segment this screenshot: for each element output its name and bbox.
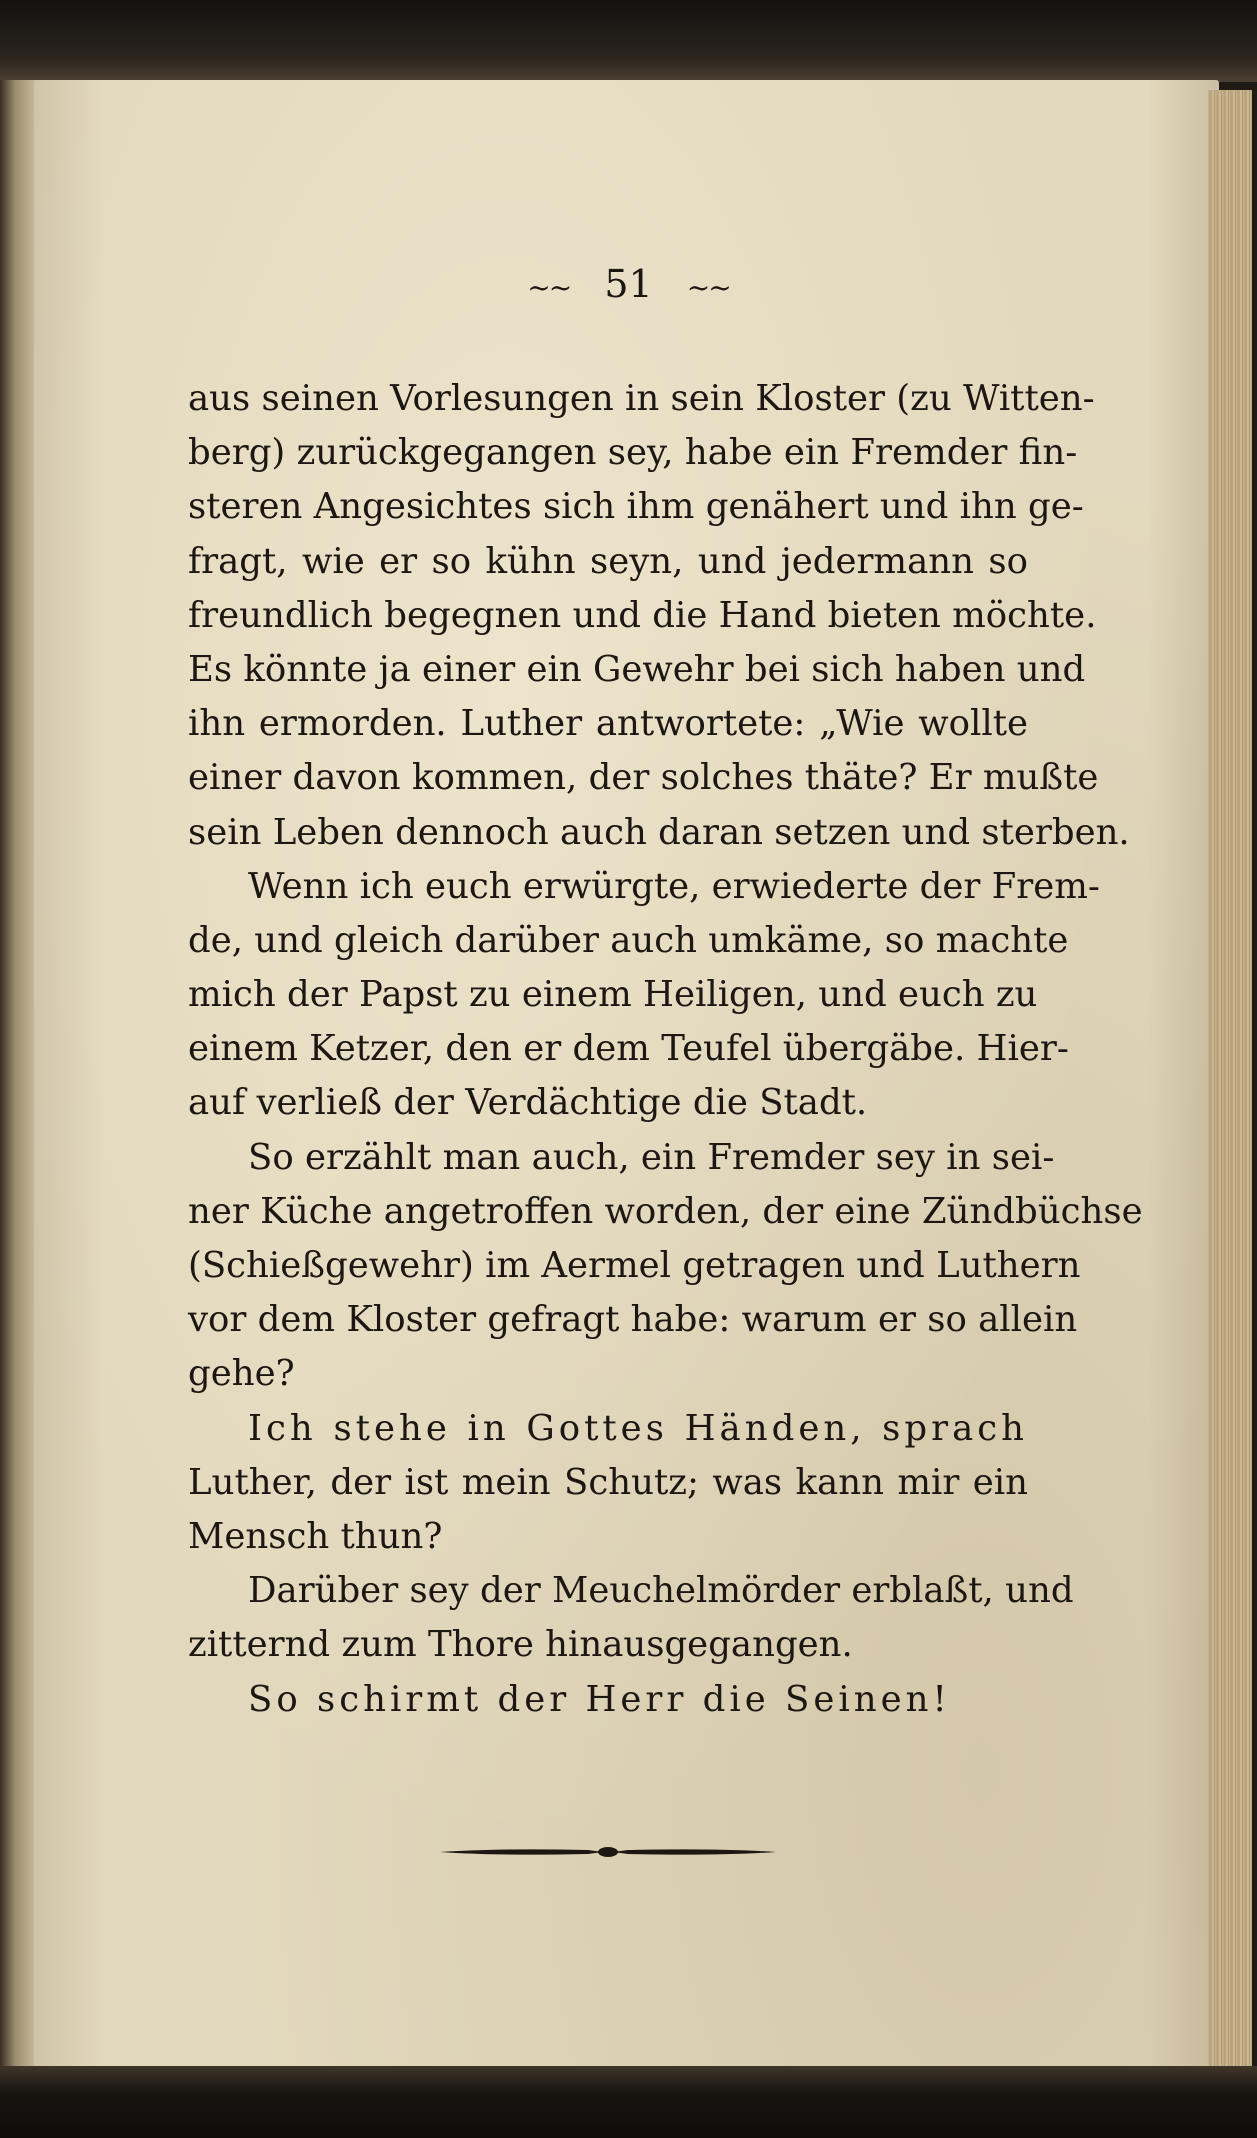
text-line: ner Küche angetroffen worden, der eine Zündbüchse: [188, 1190, 1143, 1232]
text-line: Mensch thun?: [188, 1515, 443, 1557]
end-ornament-rule: [438, 1845, 778, 1859]
right-page-stack: [1208, 90, 1252, 2070]
body-text: [188, 270, 1143, 1727]
text-line: vor dem Kloster gefragt habe: warum er so allein: [188, 1299, 1078, 1341]
text-line: Ich stehe in Gottes Händen, sprach: [248, 1407, 1028, 1449]
text-line: (Schießgewehr) im Aermel getragen und Luthern: [188, 1245, 1081, 1286]
text-line: Darüber sey der Meuchelmörder erblaßt, und: [248, 1570, 1074, 1612]
text-line: Luther, der ist mein Schutz; was kann mir ein: [188, 1461, 1028, 1503]
text-line: berg) zurückgegangen sey, habe ein Fremder fin-: [188, 432, 1078, 474]
text-line: einem Ketzer, den er dem Teufel übergäbe. Hier-: [188, 1028, 1069, 1070]
text-line: einer davon kommen, der solches thäte? Er mußte: [188, 757, 1099, 799]
text-line: Es könnte ja einer ein Gewehr bei sich haben und: [188, 648, 1086, 690]
scan-bottom-border: [0, 2066, 1257, 2138]
scan-top-border: [0, 0, 1257, 82]
text-line: freundlich begegnen und die Hand bieten möchte.: [188, 594, 1097, 636]
text-line: gehe?: [188, 1353, 295, 1395]
text-line: mich der Papst zu einem Heiligen, und euch zu: [188, 974, 1038, 1016]
header-ornament-right: ~~: [686, 271, 730, 304]
text-line: So erzählt man auch, ein Fremder sey in sei-: [248, 1136, 1055, 1178]
text-line: steren Angesichtes sich ihm genähert und ihn ge-: [188, 486, 1084, 528]
text-line: zitternd zum Thore hinausgegangen.: [188, 1624, 853, 1666]
text-line: aus seinen Vorlesungen in sein Kloster (zu Witten-: [188, 378, 1095, 419]
text-line: ihn ermorden. Luther antwortete: „Wie wollte: [188, 703, 1028, 745]
text-line: So schirmt der Herr die Seinen!: [248, 1678, 951, 1720]
page-number: 51: [604, 262, 653, 306]
left-page-edge: [0, 80, 38, 2070]
text-line: Wenn ich euch erwürgte, erwiederte der Frem-: [248, 865, 1100, 907]
header-ornament-left: ~~: [527, 271, 571, 304]
text-line: auf verließ der Verdächtige die Stadt.: [188, 1082, 868, 1124]
text-line: de, und gleich darüber auch umkäme, so machte: [188, 919, 1069, 961]
text-line: sein Leben dennoch auch daran setzen und sterben.: [188, 811, 1130, 853]
text-line: fragt, wie er so kühn seyn, und jedermann so: [188, 540, 1028, 582]
